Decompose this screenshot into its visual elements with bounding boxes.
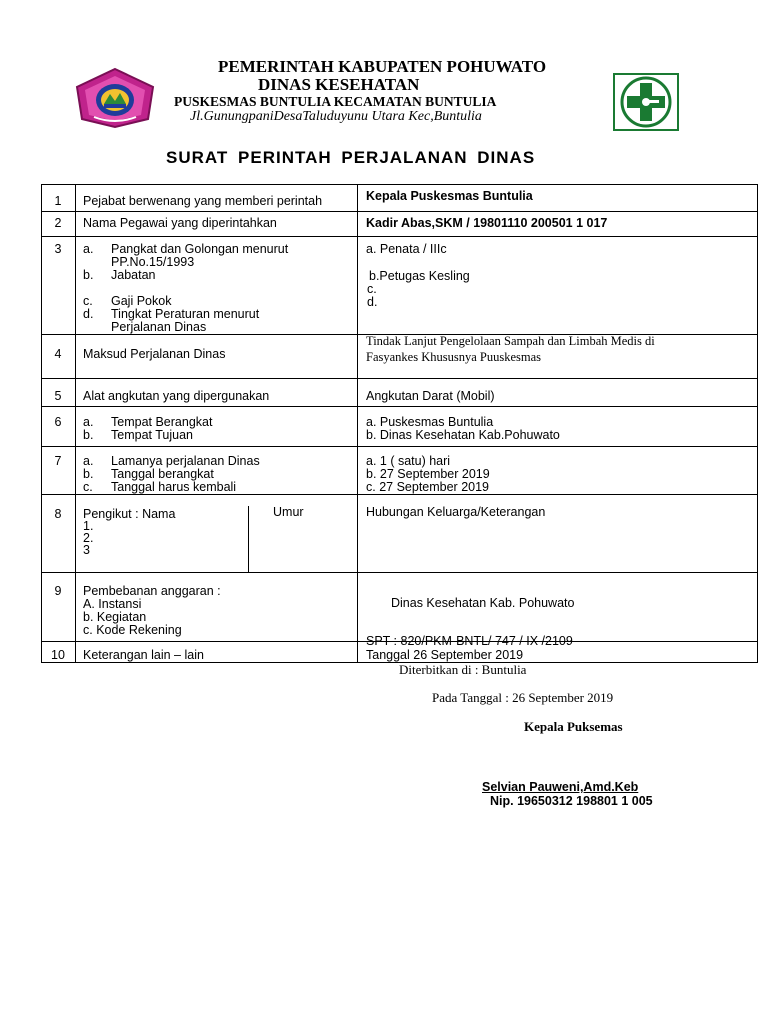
item-marker: b. [83, 428, 94, 442]
row-value: Fasyankes Khususnya Puuskesmas [366, 350, 541, 364]
row-number: 7 [54, 454, 62, 468]
row-value: c. 27 September 2019 [366, 480, 489, 494]
column-divider-umur [248, 506, 249, 572]
row-number: 2 [54, 216, 62, 230]
row-value: b.Petugas Kesling [369, 269, 470, 283]
row-label: Jabatan [111, 268, 156, 282]
item-marker: a. [83, 454, 94, 468]
puskesmas-cross-icon [613, 73, 679, 131]
signer-nip: Nip. 19650312 198801 1 005 [490, 794, 653, 808]
employee-name: Kadir Abas,SKM / 19801110 200501 1 017 [366, 216, 608, 230]
row-label: Gaji Pokok [111, 294, 172, 308]
row-value: Tindak Lanjut Pengelolaan Sampah dan Limbah Medis di [366, 334, 655, 348]
row-label: Pejabat berwenang yang memberi perintah [83, 194, 323, 208]
row-value: c. [367, 282, 377, 296]
row-label: c. Kode Rekening [83, 623, 182, 637]
regency-crest-icon [74, 67, 156, 129]
row-value: Dinas Kesehatan Kab. Pohuwato [391, 596, 575, 610]
row-value: b. 27 September 2019 [366, 467, 490, 481]
header-puskesmas: PUSKESMAS BUNTULIA KECAMATAN BUNTULIA [174, 94, 497, 109]
table-border-right [757, 184, 758, 663]
header-government: PEMERINTAH KABUPATEN POHUWATO [218, 57, 547, 76]
spt-number: SPT : 820/PKM-BNTL/ 747 / IX /2109 [366, 634, 573, 648]
row-number: 8 [54, 507, 62, 521]
row-label: Alat angkutan yang dipergunakan [83, 389, 270, 403]
row-label: Lamanya perjalanan Dinas [111, 454, 260, 468]
row-value: a. Puskesmas Buntulia [366, 415, 494, 429]
row-value: a. Penata / IIIc [366, 242, 447, 256]
row-value: b. Dinas Kesehatan Kab.Pohuwato [366, 428, 560, 442]
row-separator [41, 236, 758, 237]
row-value: d. [367, 295, 378, 309]
table-border-top [41, 184, 758, 185]
item-marker: a. [83, 242, 94, 256]
row-label: Tanggal berangkat [111, 467, 214, 481]
item-marker: b. [83, 467, 94, 481]
row-number: 4 [54, 347, 62, 361]
column-divider-value [357, 184, 358, 663]
row-label: Pangkat dan Golongan menurut [111, 242, 289, 256]
row-separator [41, 494, 758, 495]
row-number: 1 [54, 194, 62, 208]
row-label: Tingkat Peraturan menurut [111, 307, 260, 321]
header-address: Jl.GunungpaniDesaTaluduyunu Utara Kec,Buntulia [190, 109, 482, 124]
spt-date: Tanggal 26 September 2019 [366, 648, 524, 662]
travel-order-table [41, 184, 758, 663]
umur-header: Umur [273, 505, 304, 519]
issued-place: Diterbitkan di : Buntulia [399, 662, 527, 677]
row-separator [41, 446, 758, 447]
row-value: a. 1 ( satu) hari [366, 454, 451, 468]
row-value: Hubungan Keluarga/Keterangan [366, 505, 546, 519]
row-value: Kepala Puskesmas Buntulia [366, 189, 533, 203]
row-label: Pembebanan anggaran : [83, 584, 221, 598]
companion-item: 3 [83, 543, 90, 557]
row-value: Angkutan Darat (Mobil) [366, 389, 495, 403]
column-divider-number [75, 184, 76, 663]
row-label: PP.No.15/1993 [111, 255, 195, 269]
row-number: 3 [54, 242, 62, 256]
row-separator [41, 211, 758, 212]
header-office: DINAS KESEHATAN [258, 75, 420, 94]
row-separator [41, 406, 758, 407]
companion-item: 1. [83, 519, 94, 533]
row-label: Pengikut : Nama [83, 507, 176, 521]
row-label: Tanggal harus kembali [111, 480, 237, 494]
row-number: 10 [51, 648, 65, 662]
row-label: Tempat Berangkat [111, 415, 213, 429]
item-marker: b. [83, 268, 94, 282]
row-label: b. Kegiatan [83, 610, 147, 624]
row-label: A. Instansi [83, 597, 142, 611]
signer-position: Kepala Puksemas [524, 719, 623, 734]
row-label: Maksud Perjalanan Dinas [83, 347, 226, 361]
row-separator [41, 572, 758, 573]
row-label: Keterangan lain – lain [83, 648, 204, 662]
row-label: Perjalanan Dinas [111, 320, 207, 334]
item-marker: a. [83, 415, 94, 429]
document-title: SURAT PERINTAH PERJALANAN DINAS [166, 148, 536, 167]
row-label: Tempat Tujuan [111, 428, 193, 442]
issued-date: Pada Tanggal : 26 September 2019 [432, 690, 614, 705]
item-marker: c. [83, 480, 93, 494]
row-label: Nama Pegawai yang diperintahkan [83, 216, 277, 230]
row-separator [41, 378, 758, 379]
row-number: 6 [54, 415, 62, 429]
item-marker: c. [83, 294, 93, 308]
companion-item: 2. [83, 531, 94, 545]
item-marker: d. [83, 307, 94, 321]
row-number: 5 [54, 389, 62, 403]
row-number: 9 [54, 584, 62, 598]
signer-name: Selvian Pauweni,Amd.Keb [482, 780, 639, 794]
